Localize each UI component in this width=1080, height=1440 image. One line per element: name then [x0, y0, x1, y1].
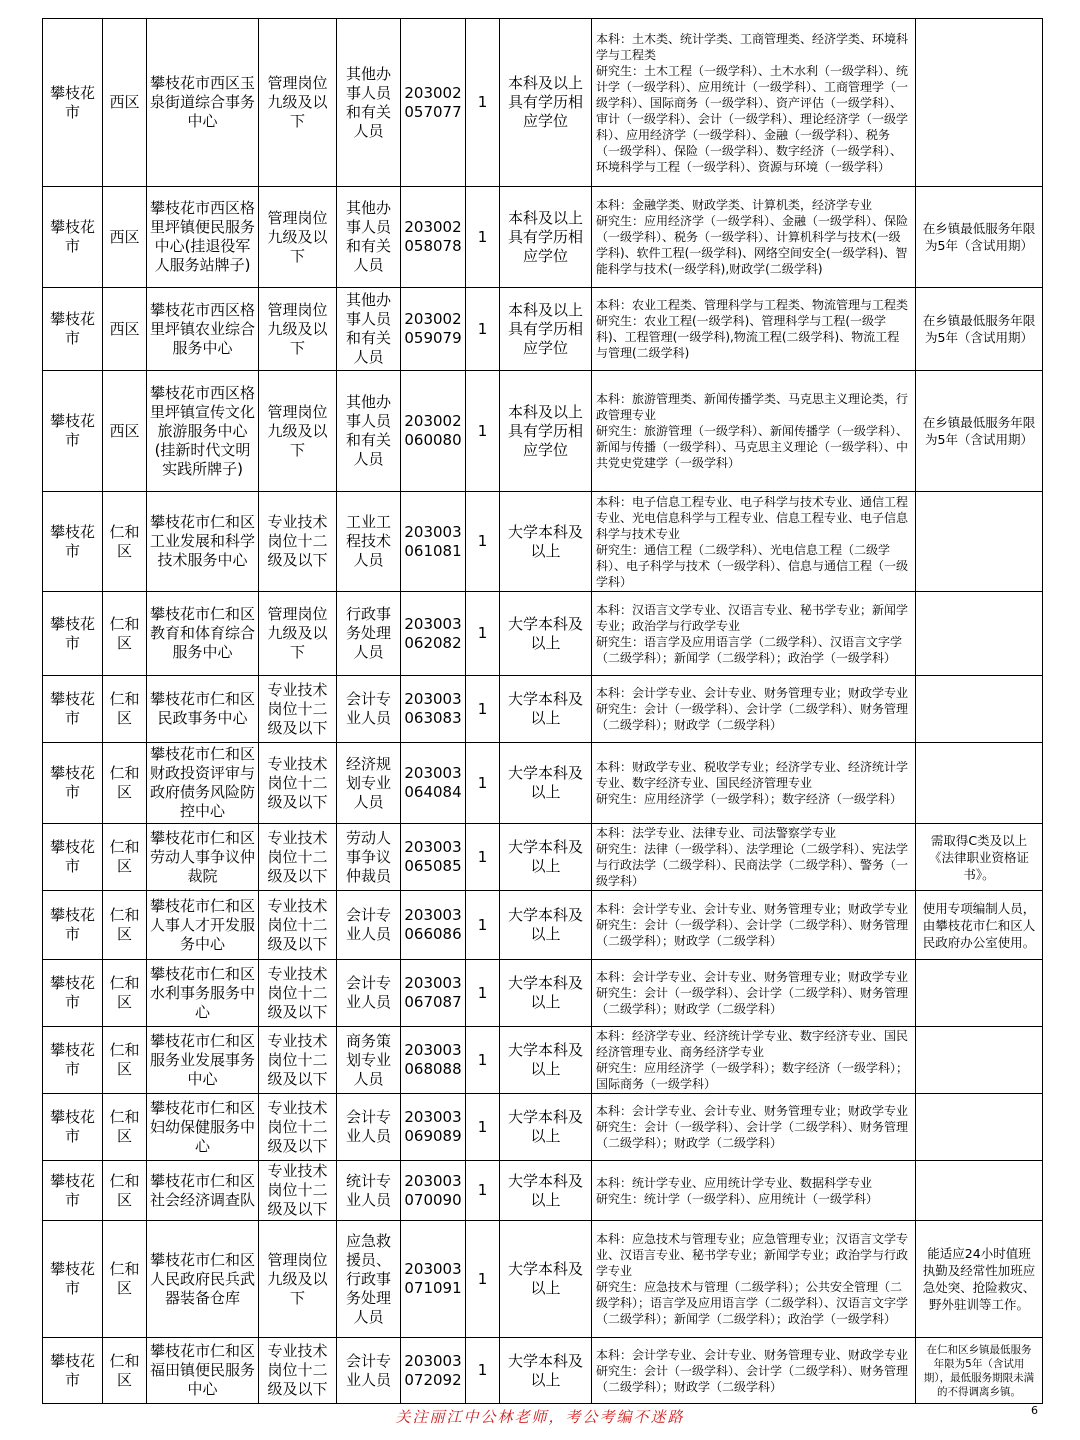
- cell-count: 1: [466, 1221, 500, 1338]
- cell-count: 1: [466, 743, 500, 824]
- cell-city: 攀枝花市: [43, 743, 103, 824]
- table-row: [43, 592, 1043, 676]
- cell-code: 203002059079: [401, 288, 466, 371]
- cell-note: 在乡镇最低服务年限为5年（含试用期）: [916, 187, 1043, 288]
- cell-education: 大学本科及以上: [500, 1094, 592, 1161]
- cell-post: 专业技术岗位十二级及以下: [259, 1161, 337, 1221]
- table-row: [43, 1161, 1043, 1221]
- cell-education: 大学本科及以上: [500, 1027, 592, 1094]
- cell-category: 会计专业人员: [337, 1094, 401, 1161]
- cell-district: 仁和区: [103, 1161, 147, 1221]
- cell-city: 攀枝花市: [43, 1094, 103, 1161]
- cell-category: 会计专业人员: [337, 676, 401, 743]
- undergrad-majors: 本科：土木类、统计学类、工商管理类、经济学类、环境科学与工程类: [596, 31, 909, 62]
- cell-unit: 攀枝花市仁和区工业发展和科学技术服务中心: [147, 492, 259, 592]
- graduate-majors: 研究生：会计（一级学科）、会计学（二级学科）、财务管理（二级学科）；财政学（二级学科）: [596, 986, 909, 1016]
- page-number: 6: [1031, 1404, 1038, 1417]
- cell-count: 1: [466, 676, 500, 743]
- cell-post: 专业技术岗位十二级及以下: [259, 824, 337, 891]
- cell-note: 需取得C类及以上《法律职业资格证书》。: [916, 824, 1043, 891]
- cell-unit: 攀枝花市仁和区妇幼保健服务中心: [147, 1094, 259, 1161]
- cell-major-requirements: [592, 824, 916, 891]
- cell-major-requirements: [592, 492, 916, 592]
- cell-post: 专业技术岗位十二级及以下: [259, 1027, 337, 1094]
- undergrad-majors: 本科：会计学专业、会计专业、财务管理专业、财政学专业: [596, 1347, 909, 1362]
- cell-count: 1: [466, 492, 500, 592]
- cell-code: 203003068088: [401, 1027, 466, 1094]
- cell-count: 1: [466, 1161, 500, 1221]
- graduate-majors: 研究生：应用经济学（一级学科）；数字经济（一级学科）；国际商务（一级学科）: [596, 1061, 909, 1091]
- cell-major-requirements: [592, 960, 916, 1027]
- undergrad-majors: 本科：金融学类、财政学类、计算机类，经济学专业: [596, 198, 873, 212]
- cell-unit: 攀枝花市仁和区人民政府民兵武器装备仓库: [147, 1221, 259, 1338]
- cell-count: 1: [466, 19, 500, 187]
- cell-post: 管理岗位九级及以下: [259, 371, 337, 492]
- cell-city: 攀枝花市: [43, 492, 103, 592]
- cell-category: 经济规划专业人员: [337, 743, 401, 824]
- cell-category: 会计专业人员: [337, 1338, 401, 1404]
- cell-city: 攀枝花市: [43, 288, 103, 371]
- cell-unit: 攀枝花市西区格里坪镇便民服务中心(挂退役军人服务站牌子): [147, 187, 259, 288]
- cell-city: 攀枝花市: [43, 1338, 103, 1404]
- cell-unit: 攀枝花市仁和区社会经济调查队: [147, 1161, 259, 1221]
- cell-note: 在乡镇最低服务年限为5年（含试用期）: [916, 288, 1043, 371]
- cell-code: 203003063083: [401, 676, 466, 743]
- cell-code: 203003069089: [401, 1094, 466, 1161]
- cell-code: 203003066086: [401, 891, 466, 960]
- cell-unit: 攀枝花市仁和区水利事务服务中心: [147, 960, 259, 1027]
- cell-category: 劳动人事争议仲裁员: [337, 824, 401, 891]
- cell-post: 管理岗位九级及以下: [259, 592, 337, 676]
- cell-district: 仁和区: [103, 743, 147, 824]
- cell-category: 行政事务处理人员: [337, 592, 401, 676]
- cell-city: 攀枝花市: [43, 1161, 103, 1221]
- undergrad-majors: 本科：统计学专业、应用统计学专业、数据科学专业: [596, 1175, 873, 1190]
- table-row: [43, 371, 1043, 492]
- cell-district: 仁和区: [103, 492, 147, 592]
- cell-education: 本科及以上具有学历相应学位: [500, 19, 592, 187]
- cell-post: 专业技术岗位十二级及以下: [259, 676, 337, 743]
- cell-district: 仁和区: [103, 891, 147, 960]
- cell-note: 使用专项编制人员，由攀枝花市仁和区人民政府办公室使用。: [916, 891, 1043, 960]
- cell-count: 1: [466, 891, 500, 960]
- undergrad-majors: 本科：会计学专业、会计专业、财务管理专业；财政学专业: [596, 686, 909, 700]
- job-table: [42, 18, 1043, 1404]
- cell-city: 攀枝花市: [43, 824, 103, 891]
- cell-category: 其他办事人员和有关人员: [337, 371, 401, 492]
- cell-city: 攀枝花市: [43, 1221, 103, 1338]
- cell-education: 本科及以上具有学历相应学位: [500, 371, 592, 492]
- graduate-majors: 研究生：会计（一级学科）、会计学（二级学科）、财务管理（二级学科）；财政学（二级学科）: [596, 1363, 909, 1394]
- cell-major-requirements: [592, 1161, 916, 1221]
- cell-district: 西区: [103, 19, 147, 187]
- graduate-majors: 研究生：土木工程（一级学科）、土木水利（一级学科）、统计学（一级学科）、应用统计（一级学科）、工商管理学（一级学科）、国际商务（一级学科）、资产评估（一级学科）、审计（一级学科）、会计（一级学科）、理论经济学（一级学科）、应用经济学（一级学科）、金融（一级学科）、税务（一级学科）、保险（一级学科）、数字经济（一级学科）、环境科学与工程（一级学科）、资源与环境（一级学科）: [596, 63, 909, 174]
- cell-note: [916, 743, 1043, 824]
- cell-category: 其他办事人员和有关人员: [337, 187, 401, 288]
- cell-post: 专业技术岗位十二级及以下: [259, 1338, 337, 1404]
- table-row: [43, 1094, 1043, 1161]
- footer-slogan: 关注丽江中公林老师，考公考编不迷路: [395, 1408, 685, 1426]
- cell-education: 大学本科及以上: [500, 1221, 592, 1338]
- cell-note: 能适应24小时值班执勤及经常性加班应急处突、抢险救灾、野外驻训等工作。: [916, 1221, 1043, 1338]
- graduate-majors: 研究生：语言学及应用语言学（二级学科）、汉语言文字学（二级学科）；新闻学（二级学科）；政治学（一级学科）: [596, 634, 903, 665]
- cell-district: 仁和区: [103, 1027, 147, 1094]
- undergrad-majors: 本科：会计学专业、会计专业、财务管理专业；财政学专业: [596, 902, 909, 916]
- table-row: [43, 960, 1043, 1027]
- cell-district: 仁和区: [103, 1094, 147, 1161]
- cell-count: 1: [466, 187, 500, 288]
- cell-note: [916, 1027, 1043, 1094]
- graduate-majors: 研究生：法律（一级学科）、法学理论（二级学科）、宪法学与行政法学（二级学科）、民商法学（二级学科）、警务（一级学科）: [596, 842, 909, 888]
- cell-district: 仁和区: [103, 676, 147, 743]
- cell-unit: 攀枝花市仁和区人事人才开发服务中心: [147, 891, 259, 960]
- undergrad-majors: 本科：会计学专业、会计专业、财务管理专业；财政学专业: [596, 970, 909, 984]
- cell-major-requirements: [592, 1027, 916, 1094]
- cell-code: 203002060080: [401, 371, 466, 492]
- cell-unit: 攀枝花市仁和区福田镇便民服务中心: [147, 1338, 259, 1404]
- cell-major-requirements: [592, 676, 916, 743]
- cell-note: [916, 19, 1043, 187]
- cell-note: [916, 676, 1043, 743]
- cell-note: [916, 592, 1043, 676]
- cell-category: 会计专业人员: [337, 960, 401, 1027]
- cell-city: 攀枝花市: [43, 1027, 103, 1094]
- table-row: [43, 1338, 1043, 1404]
- cell-major-requirements: [592, 1221, 916, 1338]
- cell-education: 大学本科及以上: [500, 1338, 592, 1404]
- cell-note: [916, 492, 1043, 592]
- cell-major-requirements: [592, 592, 916, 676]
- cell-count: 1: [466, 288, 500, 371]
- cell-education: 大学本科及以上: [500, 960, 592, 1027]
- cell-major-requirements: [592, 1338, 916, 1404]
- cell-count: 1: [466, 1027, 500, 1094]
- cell-education: 大学本科及以上: [500, 592, 592, 676]
- table-row: [43, 288, 1043, 371]
- cell-count: 1: [466, 1338, 500, 1404]
- cell-code: 203003070090: [401, 1161, 466, 1221]
- cell-education: 大学本科及以上: [500, 824, 592, 891]
- cell-unit: 攀枝花市西区格里坪镇宣传文化旅游服务中心(挂新时代文明实践所牌子): [147, 371, 259, 492]
- cell-major-requirements: [592, 743, 916, 824]
- cell-post: 管理岗位九级及以下: [259, 1221, 337, 1338]
- cell-education: 本科及以上具有学历相应学位: [500, 187, 592, 288]
- cell-unit: 攀枝花市仁和区民政事务中心: [147, 676, 259, 743]
- graduate-majors: 研究生：旅游管理（一级学科）、新闻传播学（一级学科）、新闻与传播（一级学科）、马克思主义理论（一级学科）、中共党史党建学（一级学科）: [596, 424, 909, 470]
- cell-major-requirements: [592, 1094, 916, 1161]
- cell-major-requirements: [592, 891, 916, 960]
- cell-code: 203002058078: [401, 187, 466, 288]
- undergrad-majors: 本科：应急技术与管理专业；应急管理专业；汉语言文学专业、汉语言专业、秘书学专业；新闻学专业；政治学与行政学专业: [596, 1232, 909, 1278]
- cell-education: 大学本科及以上: [500, 743, 592, 824]
- table-row: [43, 19, 1043, 187]
- cell-unit: 攀枝花市西区格里坪镇农业综合服务中心: [147, 288, 259, 371]
- cell-count: 1: [466, 824, 500, 891]
- undergrad-majors: 本科：法学专业、法律专业、司法警察学专业: [596, 826, 837, 840]
- cell-education: 大学本科及以上: [500, 1161, 592, 1221]
- cell-post: 专业技术岗位十二级及以下: [259, 891, 337, 960]
- undergrad-majors: 本科：电子信息工程专业、电子科学与技术专业、通信工程专业、光电信息科学与工程专业、信息工程专业、电子信息科学与技术专业: [596, 494, 909, 541]
- cell-major-requirements: [592, 288, 916, 371]
- cell-code: 203003072092: [401, 1338, 466, 1404]
- cell-post: 专业技术岗位十二级及以下: [259, 492, 337, 592]
- cell-code: 203003065085: [401, 824, 466, 891]
- table-row: [43, 824, 1043, 891]
- table-row: [43, 676, 1043, 743]
- cell-category: 应急救援员、行政事务处理人员: [337, 1221, 401, 1338]
- cell-code: 203003062082: [401, 592, 466, 676]
- cell-note: [916, 1094, 1043, 1161]
- cell-city: 攀枝花市: [43, 676, 103, 743]
- cell-post: 专业技术岗位十二级及以下: [259, 960, 337, 1027]
- cell-district: 仁和区: [103, 1338, 147, 1404]
- undergrad-majors: 本科：旅游管理类、新闻传播学类、马克思主义理论类，行政管理专业: [596, 392, 909, 422]
- cell-district: 仁和区: [103, 960, 147, 1027]
- cell-count: 1: [466, 1094, 500, 1161]
- cell-major-requirements: [592, 371, 916, 492]
- graduate-majors: 研究生：应用经济学（一级学科）；数字经济（一级学科）: [596, 792, 903, 806]
- cell-note: 在乡镇最低服务年限为5年（含试用期）: [916, 371, 1043, 492]
- cell-note: 在仁和区乡镇最低服务年限为5年（含试用期），最低服务期限未满的不得调离乡镇。: [916, 1338, 1043, 1404]
- cell-code: 203003061081: [401, 492, 466, 592]
- cell-city: 攀枝花市: [43, 960, 103, 1027]
- graduate-majors: 研究生：应急技术与管理（二级学科）；公共安全管理（二级学科）；语言学及应用语言学（二级学科）、汉语言文字学（二级学科）；新闻学（二级学科）；政治学（一级学科）: [596, 1280, 909, 1326]
- graduate-majors: 研究生：应用经济学（一级学科）、金融（一级学科）、保险（一级学科）、税务（一级学科）、计算机科学与技术(一级学科)、软件工程(一级学科)、网络空间安全(一级学科)、智能科学与技术(一级学科),财政学(二级学科): [596, 214, 909, 276]
- cell-unit: 攀枝花市仁和区服务业发展事务中心: [147, 1027, 259, 1094]
- cell-district: 西区: [103, 187, 147, 288]
- graduate-majors: 研究生：农业工程(一级学科)、管理科学与工程(一级学科)、工程管理(一级学科),物流工程(二级学科)、物流工程与管理(二级学科): [596, 314, 900, 360]
- graduate-majors: 研究生：会计（一级学科）、会计学（二级学科）、财务管理（二级学科）；财政学（二级学科）: [596, 702, 909, 732]
- undergrad-majors: 本科：农业工程类、管理科学与工程类、物流管理与工程类: [596, 298, 909, 312]
- graduate-majors: 研究生：统计学（一级学科）、应用统计（一级学科）: [596, 1191, 879, 1206]
- cell-unit: 攀枝花市仁和区劳动人事争议仲裁院: [147, 824, 259, 891]
- cell-major-requirements: [592, 19, 916, 187]
- table-row: [43, 1221, 1043, 1338]
- cell-count: 1: [466, 592, 500, 676]
- graduate-majors: 研究生：会计（一级学科）、会计学（二级学科）、财务管理（二级学科）；财政学（二级学科）: [596, 1120, 909, 1150]
- undergrad-majors: 本科：财政学专业、税收学专业；经济学专业、经济统计学专业、数字经济专业、国民经济管理专业: [596, 760, 909, 790]
- graduate-majors: 研究生：会计（一级学科）、会计学（二级学科）、财务管理（二级学科）；财政学（二级学科）: [596, 918, 909, 948]
- table-row: [43, 891, 1043, 960]
- table-row: [43, 187, 1043, 288]
- cell-category: 商务策划专业人员: [337, 1027, 401, 1094]
- cell-city: 攀枝花市: [43, 592, 103, 676]
- cell-district: 西区: [103, 288, 147, 371]
- cell-code: 203003067087: [401, 960, 466, 1027]
- cell-post: 管理岗位九级及以下: [259, 187, 337, 288]
- cell-education: 大学本科及以上: [500, 676, 592, 743]
- undergrad-majors: 本科：会计学专业、会计专业、财务管理专业；财政学专业: [596, 1104, 909, 1118]
- cell-unit: 攀枝花市西区玉泉街道综合事务中心: [147, 19, 259, 187]
- cell-count: 1: [466, 960, 500, 1027]
- cell-post: 专业技术岗位十二级及以下: [259, 1094, 337, 1161]
- cell-category: 其他办事人员和有关人员: [337, 288, 401, 371]
- cell-unit: 攀枝花市仁和区财政投资评审与政府债务风险防控中心: [147, 743, 259, 824]
- cell-note: [916, 960, 1043, 1027]
- cell-code: 203003064084: [401, 743, 466, 824]
- cell-code: 203002057077: [401, 19, 466, 187]
- cell-category: 其他办事人员和有关人员: [337, 19, 401, 187]
- cell-city: 攀枝花市: [43, 19, 103, 187]
- cell-district: 西区: [103, 371, 147, 492]
- cell-post: 管理岗位九级及以下: [259, 288, 337, 371]
- table-row: [43, 1027, 1043, 1094]
- cell-city: 攀枝花市: [43, 891, 103, 960]
- cell-code: 203003071091: [401, 1221, 466, 1338]
- cell-education: 大学本科及以上: [500, 492, 592, 592]
- cell-category: 工业工程技术人员: [337, 492, 401, 592]
- undergrad-majors: 本科：汉语言文学专业、汉语言专业、秘书学专业；新闻学专业；政治学与行政学专业: [596, 602, 909, 633]
- cell-category: 会计专业人员: [337, 891, 401, 960]
- cell-count: 1: [466, 371, 500, 492]
- cell-education: 本科及以上具有学历相应学位: [500, 288, 592, 371]
- table-row: [43, 743, 1043, 824]
- graduate-majors: 研究生：通信工程（二级学科）、光电信息工程（二级学科）、电子科学与技术（一级学科）、信息与通信工程（一级学科）: [596, 542, 909, 589]
- cell-district: 仁和区: [103, 824, 147, 891]
- cell-note: [916, 1161, 1043, 1221]
- table-row: [43, 492, 1043, 592]
- cell-unit: 攀枝花市仁和区教育和体育综合服务中心: [147, 592, 259, 676]
- undergrad-majors: 本科：经济学专业、经济统计学专业、数字经济专业、国民经济管理专业、商务经济学专业: [596, 1029, 909, 1059]
- cell-city: 攀枝花市: [43, 187, 103, 288]
- cell-district: 仁和区: [103, 1221, 147, 1338]
- cell-district: 仁和区: [103, 592, 147, 676]
- cell-education: 大学本科及以上: [500, 891, 592, 960]
- cell-post: 管理岗位九级及以下: [259, 19, 337, 187]
- cell-city: 攀枝花市: [43, 371, 103, 492]
- table-body: [43, 19, 1043, 1404]
- cell-major-requirements: [592, 187, 916, 288]
- cell-category: 统计专业人员: [337, 1161, 401, 1221]
- cell-post: 专业技术岗位十二级及以下: [259, 743, 337, 824]
